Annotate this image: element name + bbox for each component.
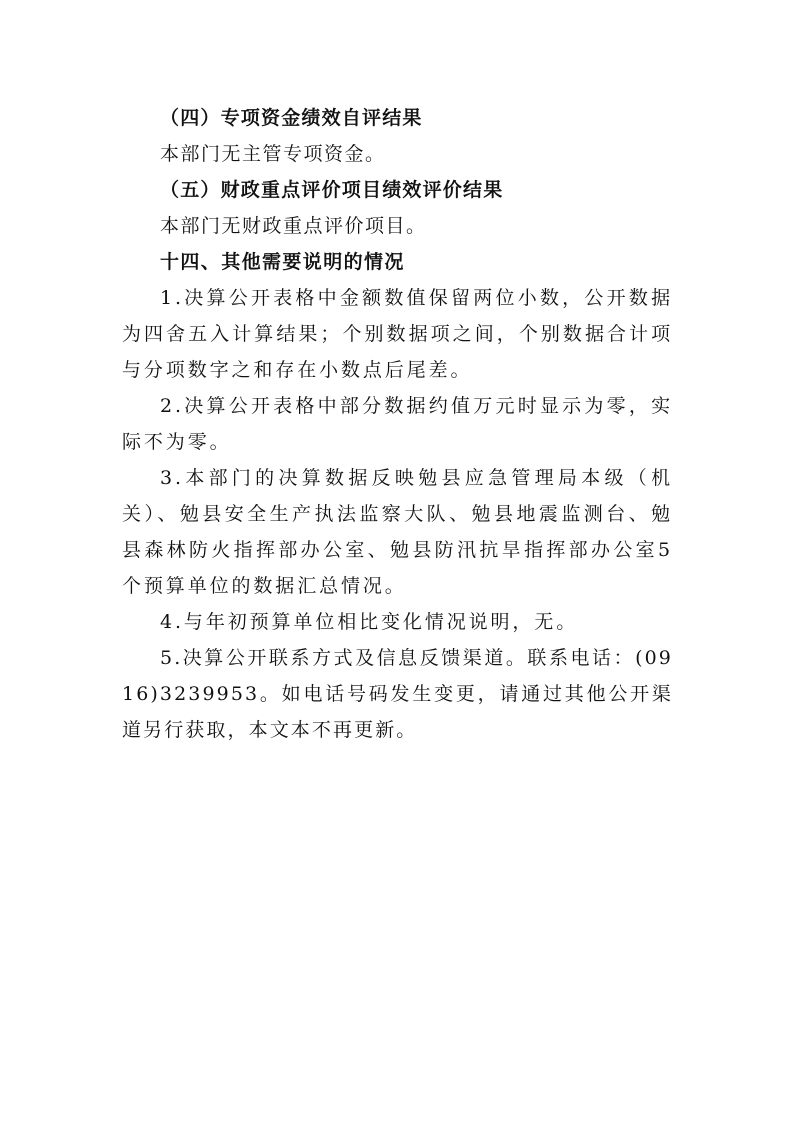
note-item-2: 2.决算公开表格中部分数据约值万元时显示为零，实际不为零。 [122,395,673,453]
subheading-key-evaluation: （五）财政重点评价项目绩效评价结果 [160,179,504,201]
subheading-special-funds: （四）专项资金绩效自评结果 [160,107,423,129]
section-heading-other-notes: 十四、其他需要说明的情况 [160,251,405,273]
note-item-4: 4.与年初预算单位相比变化情况说明，无。 [160,611,579,633]
paragraph-no-key-evaluation: 本部门无财政重点评价项目。 [160,215,427,237]
note-item-3: 3.本部门的决算数据反映勉县应急管理局本级（机关）、勉县安全生产执法监察大队、勉县地震监测台、勉县森林防火指挥部办公室、勉县防汛抗旱指挥部办公室5个预算单位的数据汇总情况。 [122,467,673,597]
document-body [122,100,673,748]
note-item-5: 5.决算公开联系方式及信息反馈渠道。联系电话：(0916)3239953。如电话号码发生变更，请通过其他公开渠道另行获取，本文本不再更新。 [122,647,673,741]
paragraph-no-special-funds: 本部门无主管专项资金。 [160,143,386,165]
note-item-1: 1.决算公开表格中金额数值保留两位小数，公开数据为四舍五入计算结果；个别数据项之间，个别数据合计项与分项数字之和存在小数点后尾差。 [122,287,673,381]
